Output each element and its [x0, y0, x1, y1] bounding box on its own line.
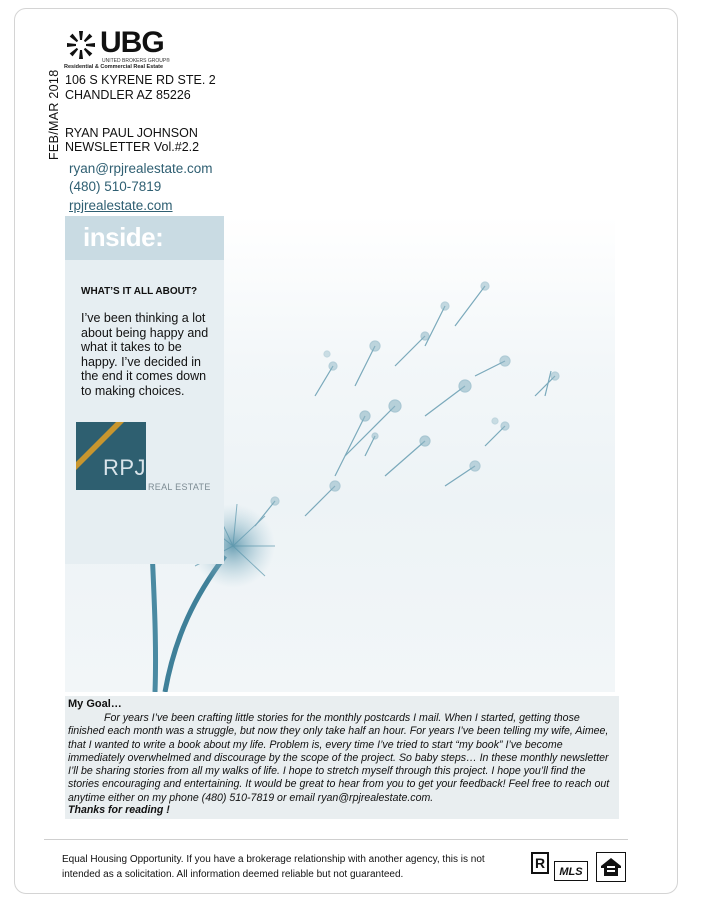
goal-closing: Thanks for reading !	[68, 804, 170, 816]
contact-email[interactable]: ryan@rpjrealestate.com	[69, 161, 213, 176]
address-line-1: 106 S KYRENE RD STE. 2	[65, 73, 216, 87]
contact-website[interactable]: rpjrealestate.com	[69, 198, 173, 213]
footer-divider	[44, 839, 628, 840]
equal-housing-icon	[596, 852, 626, 882]
issue-date: FEB/MAR 2018	[47, 69, 61, 160]
ubg-subline: UNITED BROKERS GROUP®	[102, 58, 170, 64]
inside-heading: WHAT’S IT ALL ABOUT?	[81, 286, 198, 297]
rpj-logo-mark: RPJ	[103, 455, 146, 480]
inside-body: I’ve been thinking a lot about being happy and what it takes to be happy. I’ve decided in the end it comes down to making choices.	[81, 311, 209, 398]
address-line-2: CHANDLER AZ 85226	[65, 88, 191, 102]
newsletter-volume: NEWSLETTER Vol.#2.2	[65, 140, 200, 154]
goal-body: For years I’ve been crafting little stories for the monthly postcards I mail. When I started, getting those finished each month was a struggle, but now they only take half an hour. For years I’ve been telling my wife, Aimee, that I wanted to write a book about my life. Problem is, every time I’ve tried to start “my book” I’ve become immediately overwhelmed and discourage by the scope of the project. So baby steps… In these monthly newsletter I’ll be sharing stories from all my walks of life. I hope to stretch myself through this project. I hope you’ll find the stories encouraging and entertaining. It would be great to hear from you to get your feedback! Feel free to reach out anytime either on my phone (480) 510-7819 or email ryan@rpjrealestate.com.	[68, 712, 610, 804]
footer-disclaimer: Equal Housing Opportunity. If you have a brokerage relationship with another agency, this is not intended as a solicitation. All information deemed reliable but not guaranteed.	[62, 854, 485, 880]
contact-phone[interactable]: (480) 510-7819	[69, 179, 162, 194]
rpj-logo-label: REAL ESTATE	[148, 482, 211, 492]
realtor-badge-letter: R	[534, 855, 546, 871]
author-name: RYAN PAUL JOHNSON	[65, 126, 198, 140]
realtor-badge-icon	[531, 852, 549, 874]
mls-badge-icon	[554, 861, 588, 881]
ubg-tagline: Residential & Commercial Real Estate	[64, 64, 164, 70]
rpj-logo-box	[76, 422, 146, 490]
goal-title: My Goal…	[68, 698, 122, 710]
inside-panel	[65, 216, 224, 564]
ubg-logo	[64, 28, 184, 72]
goal-section	[65, 696, 619, 819]
ubg-wordmark: UBG	[100, 26, 164, 59]
mls-badge-text: MLS	[559, 866, 583, 878]
footer-badges	[522, 851, 628, 883]
inside-title: inside:	[83, 222, 164, 252]
ubg-starburst-icon	[64, 30, 98, 60]
